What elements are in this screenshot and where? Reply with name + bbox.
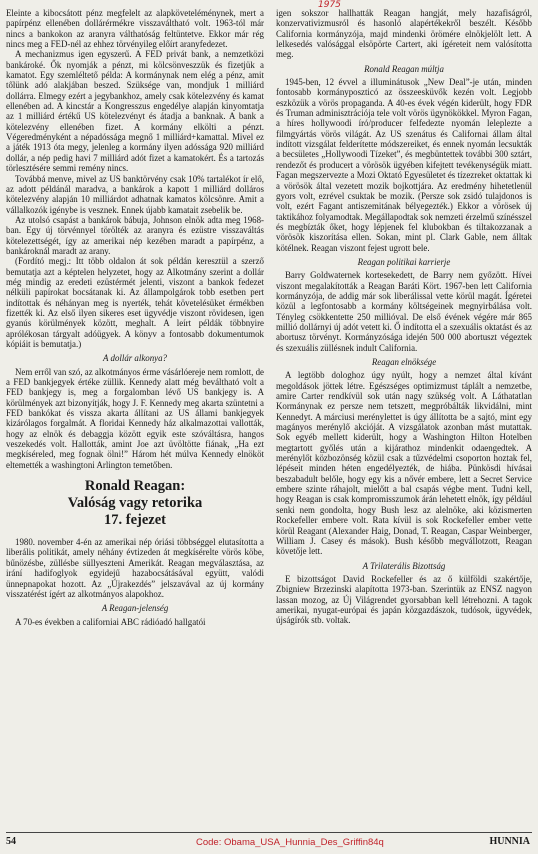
chapter-title-text: Ronald Reagan: Valóság vagy retorika 17. fejezet — [67, 478, 203, 529]
page-footer — [0, 834, 538, 852]
subheading: Ronald Reagan múltja — [364, 63, 444, 74]
paragraph: A legtöbb dologhoz úgy nyúlt, hogy a nemzet által kívánt megoldások jöttek létre. Egészséges optimizmust táplált a nemzetbe, amire Carter rendkívül sok után nagy szükség volt. A Láthatatlan Kormánynak ez persze nem tetszett, megpróbálták likvidálni, mint Kennedyt. A márciusi merénylettet is úgy állította be a sajtó, mint egy magányos merénylő akcióját. A vizsgálatok azonban mást mutattak. Sok egyéb mellett kiderült, hogy a Washington Hilton Hotelben megtartott győlés után a kijárathoz mindenkit odaengedtek. A merénylőt közbozönség közül csak a tűzvédelmi csoporton hoztak fel, lépéseit minden héten engedélyezték, de hiába. Pünkösdi hívásai beszabadult belőle, hogy egy kis a nővér embere, lett a Secret Service embere szinte ráhajolt, mielőtt a bal csapás végbe ment. Tudni kell, hogy Reagan is csak kompromisszumok árán lehetett elnök, így például senki nem gondolta, hogy Bush lesz az alelnöke, aki közismerten Rockefeller embere volt. Rata kívül is sok Rockefeller ember vette körül Reagant (Alexander Haig, Donad, T. Reagan, Caspar Weinberger, William J. Casey és mások). Bush később megvállotzott, Reagan követője lett. — [276, 370, 532, 557]
handwritten-note: 1975 — [318, 0, 341, 10]
paragraph: A mechanizmus igen egyszerű. A FED privát bank, a nemzetközi bankároké. Ők nyomják a pénzt, mi kölcsönveszzük és fizetjük a kamatot. Egy szemléltető példa: A kormánynak nem elég a pénz, amit tőlünk adó alakjában beszed. Szüksége van, mondjuk 1 milliárd dollárra. Elmegy ezért a jegybankhoz, amely csak kötelezvény és kamat ellenében ad. A kincstár a Kongresszus engedélye alapján kinyomtatja az 1 milliárd értékű US kötelezvényt és átadja a banknak. A bank a kötelezvény ellenében fizet. A kormány elkölti a pénzt. Végeredményként a népadóssága megnő 1 milliárd+kamattal. Mivel ez a játék 1913 óta megy, jelenleg a kormány ilyen adóssága 920 milliárd dollár, a nép pedig havi 7 milliárd adót fizet a kamatokért. És a tartozás törlesztésére semmi remény nincs. — [6, 49, 264, 174]
chapter-title — [6, 478, 264, 529]
paragraph: Az utolsó csapást a bankárok bábuja, Johnson elnök adta meg 1968-ban. Egy új törvénnyel törölték az aranyra és ezüstre visszaváltás kötelezettségét, így az amerikai nép kezében maradt a papírpénz, a bankároknál maradt az arany. — [6, 214, 264, 256]
paragraph: Eleinte a kibocsátott pénz megfelelt az alapköveteléménynek, mert a papírpénz ellenében dollárérmékre visszaváltható volt. 1963-tól már nincs a bankokon az aranyra válthatóság feltüntetve. Ekkor már rég nincs meg a FED-nél az ehhez törvényileg előírt aranyfedezet. — [6, 8, 264, 50]
paragraph: Továbbá menve, mivel az US banktörvény csak 10% tartalékot ír elő, az adott példánál maradva, a bankárok a kapott 1 milliárd dolláros kötelezvény alapján 10 milliárdot adhatnak kamatos kölcsönre. Amit a vállalkozók igénybe is vesznek. Ennek újabb kamatait zsebelik be. — [6, 173, 264, 215]
subheading: A Reagan-jelenség — [101, 603, 169, 614]
left-column — [6, 8, 264, 627]
right-column — [276, 8, 532, 626]
magazine-name: HUNNIA — [489, 836, 530, 847]
paragraph: A 70-es években a californiai ABC rádióadó hallgatói — [15, 616, 206, 627]
subheading: A dollár alkonya? — [103, 353, 167, 364]
footer-rule — [6, 832, 532, 833]
paragraph: 1945-ben, 12 évvel a illuminátusok „New Deal”-je után, minden fontosabb kormányposzticó az összeesküvők kezén volt. Legjobb eszközük a vörös propaganda. A 40-es évek végén kiderült, hogy FDR és Truman adminisztrációja tele volt vörös ügynökökkel. Myron Fagan, a híres hollywoodi író/producer felfedezte nyomán leleplezte a filmgyártás vörös világát. Az US szenátus és Californai állam által indított vizsgálat felderítette módszereiket, és ennek nyomán lecsukták a becsületes „Hollywoodi Tízeket”, és megbüntettek további 300 sztárt, rendezőt és producert a vörösök ügyében kifejtett tevékenységük miatt. Fagan megszervezte a Mozi Oktató Egyesületet és tízezreket oktattak ki a vörösök által vezetett mozik bojkottjára. Az eredmény hihetetlenül gyors volt, ezrével csuktak be mozik. (Persze sok zsidó tulajdonos is volt, ezért Fagant antiszemitának bélyegezték.) Ekkor a vörösek új taktikához folyamodtak. Megállapodtak sok nemzeti érzelmű színésszel és megbízták őket, hogy lépjenek fel klubokban és tiltakozzanak a vörösök kiszorítása ellen. Sokan, mint pl. Clark Gable, nem álltak kötélnek. Reagan viszont fejest ugrott bele. — [276, 77, 532, 253]
paragraph: Barry Goldwaternek kortesekedett, de Barry nem győzött. Hívei viszont megalakították a Reagan Baráti Kört. 1967-ben lett California kormányzója, de addig már sok liberálissal vette körül magát. Ígéretei közül a legfontosabb a kormány költségeinek megnyirbálása volt. Tényleg csökkentette 250 millióval. De első évének végére már 865 millió dollárnyi új adót vetett ki. Ő indította el a szexuális oktatást és az abortusz törvényt. Kormányzósága idején 500 000 abortuszt végeztek és szexuális züllésnek indult California. — [276, 270, 532, 353]
paragraph: Nem erről van szó, az alkotmányos érme vásárlóereje nem romlott, de a FED bankjegyek értéke züllik. Kennedy alatt még beváltható volt a FED bankjegy is, meg a forgalomban lévő US bankjegy is. A körülmények azt bizonyítják, hogy J. F. Kennedy meg akarta szüntetni a FED bankókat és vissza akarta állítani az US állami bankjegyek kizárólagos forgalmát. A floridai Kennedy ház alkalmazottai vallották, hogy az elnök és debaggja között egyik este szóváltásra, hangos veszekedés volt. Hallották, amint Joe azt üvöltötte fiának, „Ha ezt megkíséreled, meg fognak ölni!” Három hét múlva Kennedy elnököt eltemették a washingtoni Arlington temetőben. — [6, 366, 264, 470]
code-stamp: Code: Obama_USA_Hunnia_Des_Griffin84q — [196, 837, 384, 848]
paragraph: E bizottságot David Rockefeller és az ő külföldi szakértője, Zbigniew Brzezinski alapította 1973-ban. Szerintük az ENSZ nagyon lassan mozog, az Új Világrendet gyorsabban kell létrehozni. A tagok amerikai, nyugat-európai és japán közgazdászok, tudósok, ügyvédek, újságírók stb. voltak. — [276, 573, 532, 626]
subheading: Reagan politikai karrierje — [357, 256, 451, 267]
paragraph: igen sokszor hallhatták Reagan hangját, mely hazafiságról, konzervativizmusról és hasonló alapértékekről beszélt. Később California kormányzója, majd mindenki örömére elnökjelölt lett. A lelkesedés valósággal elsöpörte Cartert, aki ígéreteit nem valósította meg. — [276, 8, 532, 60]
subheading: A Trilaterális Bizottság — [362, 560, 446, 571]
paragraph: (Fordító megj.: Itt több oldalon át sok példán keresztül a szerző bemutatja azt a képtelen helyzetet, hogy az Alkotmány szerint a dollár még mindig az eredeti ezüstérmét jelenti, viszont a bankok fedezet nélküli papírokat bocsátanak ki. Az állampolgárok tobb esetben pert indítottak és néhányan meg is nyerték, tehát követelésüket érmékben fizették ki. Az első ilyen sikeres eset ügyvédje viszont rövidesen, igen gyanús körülmények között, meghalt. A leírt példák többnyire aprólékosan tárgyalt adóügyek. A könyv a fontosabb dokumentumok kópiáit is bemutatja.) — [6, 256, 264, 349]
page-number: 54 — [6, 836, 16, 847]
subheading: Reagan elnöksége — [371, 357, 437, 367]
paragraph: 1980. november 4-én az amerikai nép óriási többséggel elutasította a liberális politikát, amely néhány évtizeden át megkísérelte vörös köbe, bűnözésbe, züllésbe süllyeszteni Amerikát. Reagan megválasztása, az irání hadifoglyok egyidejű hazabocsátásával együtt, valódi ünnepnapokat hozott. Az „Újrakezdés” jelszavával az új kormány visszatérést ígért az alkotmányos alapokhoz. — [6, 537, 264, 599]
